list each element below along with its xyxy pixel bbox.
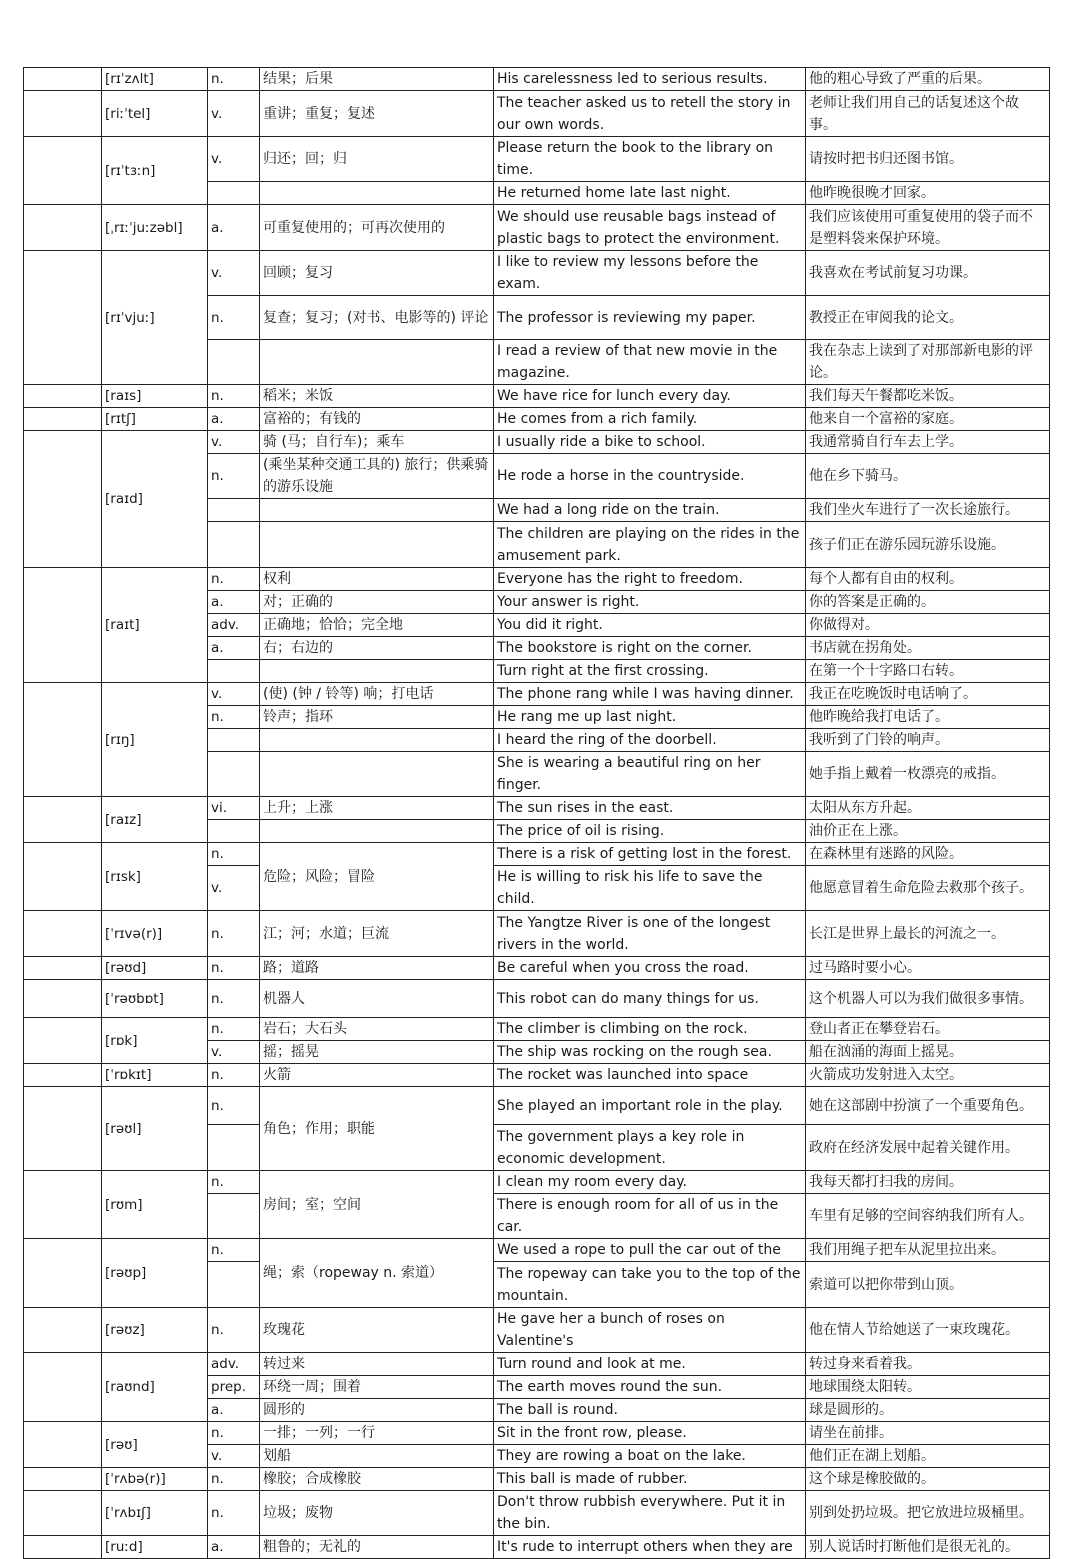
table-row — [24, 1536, 1050, 1559]
part-of-speech-cell: n. — [208, 843, 260, 866]
translation-cell: 请按时把书归还图书馆。 — [806, 137, 1050, 182]
translation-cell: 他昨晚给我打电话了。 — [806, 706, 1050, 729]
definition-cell — [260, 729, 494, 752]
example-sentence-cell: He is willing to risk his life to save the child. — [494, 866, 806, 911]
table-row — [24, 1018, 1050, 1041]
definition-cell: 对；正确的 — [260, 591, 494, 614]
part-of-speech-cell: n. — [208, 1018, 260, 1041]
definition-cell: 结果；后果 — [260, 68, 494, 91]
translation-cell: 转过身来看着我。 — [806, 1353, 1050, 1376]
headword-cell — [24, 431, 102, 568]
part-of-speech-cell: vi. — [208, 797, 260, 820]
translation-cell: 我们用绳子把车从泥里拉出来。 — [806, 1239, 1050, 1262]
headword-cell — [24, 683, 102, 797]
definition-cell: 摇；摇晃 — [260, 1041, 494, 1064]
part-of-speech-cell: n. — [208, 68, 260, 91]
phonetic-cell: [riːˈtel] — [102, 91, 208, 137]
translation-cell: 我们每天午餐都吃米饭。 — [806, 385, 1050, 408]
example-sentence-cell: The earth moves round the sun. — [494, 1376, 806, 1399]
table-row — [24, 1087, 1050, 1125]
table-body — [24, 68, 1050, 1559]
part-of-speech-cell: a. — [208, 637, 260, 660]
headword-cell — [24, 957, 102, 980]
translation-cell: 他来自一个富裕的家庭。 — [806, 408, 1050, 431]
definition-cell: 权利 — [260, 568, 494, 591]
table-row — [24, 1239, 1050, 1262]
headword-cell — [24, 91, 102, 137]
part-of-speech-cell — [208, 340, 260, 385]
headword-cell — [24, 1087, 102, 1171]
table-row — [24, 408, 1050, 431]
definition-cell — [260, 522, 494, 568]
table-row — [24, 1353, 1050, 1376]
headword-cell — [24, 137, 102, 205]
headword-cell — [24, 980, 102, 1018]
example-sentence-cell: She is wearing a beautiful ring on her finger. — [494, 752, 806, 797]
example-sentence-cell: Turn round and look at me. — [494, 1353, 806, 1376]
phonetic-cell: [ˈrʌbə(r)] — [102, 1468, 208, 1491]
definition-cell — [260, 182, 494, 205]
part-of-speech-cell: v. — [208, 866, 260, 911]
definition-cell: 重讲；重复；复述 — [260, 91, 494, 137]
translation-cell: 你做得对。 — [806, 614, 1050, 637]
part-of-speech-cell: v. — [208, 91, 260, 137]
example-sentence-cell: Don't throw rubbish everywhere. Put it in the bin. — [494, 1491, 806, 1536]
part-of-speech-cell: n. — [208, 911, 260, 957]
translation-cell: 我们坐火车进行了一次长途旅行。 — [806, 499, 1050, 522]
translation-cell: 我在杂志上读到了对那部新电影的评论。 — [806, 340, 1050, 385]
phonetic-cell: [rɪtʃ] — [102, 408, 208, 431]
definition-cell: 可重复使用的；可再次使用的 — [260, 205, 494, 251]
phonetic-cell: [ruːd] — [102, 1536, 208, 1559]
table-row — [24, 1064, 1050, 1087]
definition-cell: 角色；作用；职能 — [260, 1087, 494, 1171]
example-sentence-cell: The ship was rocking on the rough sea. — [494, 1041, 806, 1064]
example-sentence-cell: Please return the book to the library on time. — [494, 137, 806, 182]
translation-cell: 他的粗心导致了严重的后果。 — [806, 68, 1050, 91]
definition-cell: 橡胶；合成橡胶 — [260, 1468, 494, 1491]
part-of-speech-cell — [208, 729, 260, 752]
table-row — [24, 137, 1050, 182]
translation-cell: 太阳从东方升起。 — [806, 797, 1050, 820]
headword-cell — [24, 1536, 102, 1559]
example-sentence-cell: I clean my room every day. — [494, 1171, 806, 1194]
example-sentence-cell: The bookstore is right on the corner. — [494, 637, 806, 660]
translation-cell: 索道可以把你带到山顶。 — [806, 1262, 1050, 1308]
table-row — [24, 68, 1050, 91]
headword-cell — [24, 1171, 102, 1239]
definition-cell: 一排；一列；一行 — [260, 1422, 494, 1445]
headword-cell — [24, 797, 102, 843]
translation-cell: 他在情人节给她送了一束玫瑰花。 — [806, 1308, 1050, 1353]
definition-cell: (乘坐某种交通工具的) 旅行；供乘骑的游乐设施 — [260, 454, 494, 499]
translation-cell: 船在汹涌的海面上摇晃。 — [806, 1041, 1050, 1064]
part-of-speech-cell: n. — [208, 980, 260, 1018]
part-of-speech-cell — [208, 660, 260, 683]
definition-cell: 回顾；复习 — [260, 251, 494, 296]
translation-cell: 我正在吃晚饭时电话响了。 — [806, 683, 1050, 706]
example-sentence-cell: I usually ride a bike to school. — [494, 431, 806, 454]
headword-cell — [24, 568, 102, 683]
example-sentence-cell: You did it right. — [494, 614, 806, 637]
translation-cell: 在森林里有迷路的风险。 — [806, 843, 1050, 866]
definition-cell — [260, 752, 494, 797]
definition-cell: 复查；复习；(对书、电影等的) 评论 — [260, 296, 494, 340]
part-of-speech-cell: adv. — [208, 614, 260, 637]
definition-cell: 火箭 — [260, 1064, 494, 1087]
table-row — [24, 1468, 1050, 1491]
headword-cell — [24, 843, 102, 911]
example-sentence-cell: The phone rang while I was having dinner. — [494, 683, 806, 706]
example-sentence-cell: Sit in the front row, please. — [494, 1422, 806, 1445]
table-row — [24, 797, 1050, 820]
definition-cell: (使) (钟 / 铃等) 响；打电话 — [260, 683, 494, 706]
translation-cell: 别到处扔垃圾。把它放进垃圾桶里。 — [806, 1491, 1050, 1536]
definition-cell: 上升；上涨 — [260, 797, 494, 820]
translation-cell: 过马路时要小心。 — [806, 957, 1050, 980]
definition-cell: 富裕的；有钱的 — [260, 408, 494, 431]
table-row — [24, 385, 1050, 408]
part-of-speech-cell — [208, 1262, 260, 1308]
part-of-speech-cell: adv. — [208, 1353, 260, 1376]
definition-cell: 划船 — [260, 1445, 494, 1468]
example-sentence-cell: We had a long ride on the train. — [494, 499, 806, 522]
part-of-speech-cell: n. — [208, 1308, 260, 1353]
example-sentence-cell: His carelessness led to serious results. — [494, 68, 806, 91]
part-of-speech-cell: v. — [208, 137, 260, 182]
phonetic-cell: [rɪsk] — [102, 843, 208, 911]
table-row — [24, 91, 1050, 137]
translation-cell: 政府在经济发展中起着关键作用。 — [806, 1125, 1050, 1171]
phonetic-cell: [raɪd] — [102, 431, 208, 568]
vocabulary-sheet — [23, 67, 1049, 1559]
part-of-speech-cell: a. — [208, 408, 260, 431]
phonetic-cell: [raɪt] — [102, 568, 208, 683]
example-sentence-cell: We used a rope to pull the car out of the — [494, 1239, 806, 1262]
translation-cell: 每个人都有自由的权利。 — [806, 568, 1050, 591]
example-sentence-cell: Your answer is right. — [494, 591, 806, 614]
definition-cell: 稻米；米饭 — [260, 385, 494, 408]
part-of-speech-cell: n. — [208, 1491, 260, 1536]
phonetic-cell: [ˌrɪːˈjuːzəbl] — [102, 205, 208, 251]
translation-cell: 她在这部剧中扮演了一个重要角色。 — [806, 1087, 1050, 1125]
part-of-speech-cell: a. — [208, 591, 260, 614]
headword-cell — [24, 1308, 102, 1353]
translation-cell: 他昨晚很晚才回家。 — [806, 182, 1050, 205]
headword-cell — [24, 1468, 102, 1491]
translation-cell: 教授正在审阅我的论文。 — [806, 296, 1050, 340]
headword-cell — [24, 911, 102, 957]
definition-cell: 绳；索（ropeway n. 索道） — [260, 1239, 494, 1308]
part-of-speech-cell — [208, 182, 260, 205]
example-sentence-cell: The government plays a key role in economic development. — [494, 1125, 806, 1171]
headword-cell — [24, 1353, 102, 1422]
part-of-speech-cell — [208, 1194, 260, 1239]
part-of-speech-cell: a. — [208, 205, 260, 251]
translation-cell: 她手指上戴着一枚漂亮的戒指。 — [806, 752, 1050, 797]
phonetic-cell: [rɪˈvjuː] — [102, 251, 208, 385]
definition-cell: 机器人 — [260, 980, 494, 1018]
example-sentence-cell: He returned home late last night. — [494, 182, 806, 205]
definition-cell: 岩石；大石头 — [260, 1018, 494, 1041]
translation-cell: 登山者正在攀登岩石。 — [806, 1018, 1050, 1041]
part-of-speech-cell: a. — [208, 1536, 260, 1559]
table-row — [24, 251, 1050, 296]
definition-cell: 骑 (马；自行车)；乘车 — [260, 431, 494, 454]
example-sentence-cell: The price of oil is rising. — [494, 820, 806, 843]
example-sentence-cell: He gave her a bunch of roses on Valentine's — [494, 1308, 806, 1353]
part-of-speech-cell: n. — [208, 1422, 260, 1445]
headword-cell — [24, 251, 102, 385]
example-sentence-cell: I like to review my lessons before the exam. — [494, 251, 806, 296]
part-of-speech-cell: n. — [208, 1468, 260, 1491]
table-row — [24, 843, 1050, 866]
phonetic-cell: [rəʊl] — [102, 1087, 208, 1171]
table-row — [24, 431, 1050, 454]
phonetic-cell: [rəʊ] — [102, 1422, 208, 1468]
translation-cell: 这个机器人可以为我们做很多事情。 — [806, 980, 1050, 1018]
example-sentence-cell: The children are playing on the rides in the amusement park. — [494, 522, 806, 568]
example-sentence-cell: The climber is climbing on the rock. — [494, 1018, 806, 1041]
definition-cell: 铃声；指环 — [260, 706, 494, 729]
headword-cell — [24, 1239, 102, 1308]
vocabulary-table — [23, 67, 1050, 1559]
translation-cell: 别人说话时打断他们是很无礼的。 — [806, 1536, 1050, 1559]
part-of-speech-cell — [208, 820, 260, 843]
definition-cell — [260, 660, 494, 683]
phonetic-cell: [ˈrəʊbɒt] — [102, 980, 208, 1018]
translation-cell: 车里有足够的空间容纳我们所有人。 — [806, 1194, 1050, 1239]
phonetic-cell: [ˈrɪvə(r)] — [102, 911, 208, 957]
example-sentence-cell: The sun rises in the east. — [494, 797, 806, 820]
translation-cell: 这个球是橡胶做的。 — [806, 1468, 1050, 1491]
table-row — [24, 980, 1050, 1018]
headword-cell — [24, 1018, 102, 1064]
phonetic-cell: [rəʊd] — [102, 957, 208, 980]
translation-cell: 我每天都打扫我的房间。 — [806, 1171, 1050, 1194]
phonetic-cell: [rɪˈzʌlt] — [102, 68, 208, 91]
phonetic-cell: [raɪz] — [102, 797, 208, 843]
table-row — [24, 911, 1050, 957]
table-row — [24, 1491, 1050, 1536]
part-of-speech-cell: n. — [208, 1239, 260, 1262]
example-sentence-cell: The ball is round. — [494, 1399, 806, 1422]
definition-cell: 粗鲁的；无礼的 — [260, 1536, 494, 1559]
translation-cell: 他们正在湖上划船。 — [806, 1445, 1050, 1468]
example-sentence-cell: This robot can do many things for us. — [494, 980, 806, 1018]
phonetic-cell: [raɪs] — [102, 385, 208, 408]
headword-cell — [24, 385, 102, 408]
definition-cell: 房间；室；空间 — [260, 1171, 494, 1239]
part-of-speech-cell: n. — [208, 1171, 260, 1194]
translation-cell: 老师让我们用自己的话复述这个故事。 — [806, 91, 1050, 137]
example-sentence-cell: Turn right at the first crossing. — [494, 660, 806, 683]
example-sentence-cell: Be careful when you cross the road. — [494, 957, 806, 980]
example-sentence-cell: She played an important role in the play. — [494, 1087, 806, 1125]
definition-cell: 环绕一周；围着 — [260, 1376, 494, 1399]
definition-cell: 路；道路 — [260, 957, 494, 980]
part-of-speech-cell: n. — [208, 706, 260, 729]
example-sentence-cell: We have rice for lunch every day. — [494, 385, 806, 408]
example-sentence-cell: We should use reusable bags instead of plastic bags to protect the environment. — [494, 205, 806, 251]
definition-cell — [260, 820, 494, 843]
phonetic-cell: [ˈrɒkɪt] — [102, 1064, 208, 1087]
part-of-speech-cell: n. — [208, 568, 260, 591]
example-sentence-cell: It's rude to interrupt others when they are — [494, 1536, 806, 1559]
definition-cell: 危险；风险；冒险 — [260, 843, 494, 911]
example-sentence-cell: The professor is reviewing my paper. — [494, 296, 806, 340]
part-of-speech-cell: v. — [208, 251, 260, 296]
headword-cell — [24, 1064, 102, 1087]
definition-cell: 江；河；水道；巨流 — [260, 911, 494, 957]
part-of-speech-cell: n. — [208, 385, 260, 408]
translation-cell: 孩子们正在游乐园玩游乐设施。 — [806, 522, 1050, 568]
part-of-speech-cell: prep. — [208, 1376, 260, 1399]
example-sentence-cell: He rang me up last night. — [494, 706, 806, 729]
table-row — [24, 1422, 1050, 1445]
example-sentence-cell: I read a review of that new movie in the magazine. — [494, 340, 806, 385]
definition-cell: 垃圾；废物 — [260, 1491, 494, 1536]
headword-cell — [24, 408, 102, 431]
phonetic-cell: [rəʊz] — [102, 1308, 208, 1353]
part-of-speech-cell — [208, 522, 260, 568]
headword-cell — [24, 1491, 102, 1536]
phonetic-cell: [rɪŋ] — [102, 683, 208, 797]
translation-cell: 我听到了门铃的响声。 — [806, 729, 1050, 752]
table-row — [24, 1308, 1050, 1353]
definition-cell: 归还；回；归 — [260, 137, 494, 182]
translation-cell: 油价正在上涨。 — [806, 820, 1050, 843]
phonetic-cell: [rɒk] — [102, 1018, 208, 1064]
example-sentence-cell: The rocket was launched into space — [494, 1064, 806, 1087]
translation-cell: 在第一个十字路口右转。 — [806, 660, 1050, 683]
table-row — [24, 957, 1050, 980]
phonetic-cell: [rəʊp] — [102, 1239, 208, 1308]
example-sentence-cell: This ball is made of rubber. — [494, 1468, 806, 1491]
definition-cell: 转过来 — [260, 1353, 494, 1376]
example-sentence-cell: He comes from a rich family. — [494, 408, 806, 431]
definition-cell — [260, 340, 494, 385]
example-sentence-cell: He rode a horse in the countryside. — [494, 454, 806, 499]
translation-cell: 请坐在前排。 — [806, 1422, 1050, 1445]
translation-cell: 长江是世界上最长的河流之一。 — [806, 911, 1050, 957]
translation-cell: 他愿意冒着生命危险去救那个孩子。 — [806, 866, 1050, 911]
definition-cell — [260, 499, 494, 522]
part-of-speech-cell: v. — [208, 683, 260, 706]
phonetic-cell: [ˈrʌbɪʃ] — [102, 1491, 208, 1536]
part-of-speech-cell: n. — [208, 1064, 260, 1087]
translation-cell: 球是圆形的。 — [806, 1399, 1050, 1422]
translation-cell: 我通常骑自行车去上学。 — [806, 431, 1050, 454]
translation-cell: 你的答案是正确的。 — [806, 591, 1050, 614]
table-row — [24, 568, 1050, 591]
example-sentence-cell: The ropeway can take you to the top of the mountain. — [494, 1262, 806, 1308]
example-sentence-cell: There is a risk of getting lost in the forest. — [494, 843, 806, 866]
translation-cell: 我喜欢在考试前复习功课。 — [806, 251, 1050, 296]
part-of-speech-cell: n. — [208, 296, 260, 340]
table-row — [24, 683, 1050, 706]
translation-cell: 地球围绕太阳转。 — [806, 1376, 1050, 1399]
phonetic-cell: [rɪˈtɜːn] — [102, 137, 208, 205]
phonetic-cell: [rʊm] — [102, 1171, 208, 1239]
table-row — [24, 205, 1050, 251]
example-sentence-cell: There is enough room for all of us in the car. — [494, 1194, 806, 1239]
headword-cell — [24, 205, 102, 251]
example-sentence-cell: The Yangtze River is one of the longest rivers in the world. — [494, 911, 806, 957]
example-sentence-cell: Everyone has the right to freedom. — [494, 568, 806, 591]
part-of-speech-cell: v. — [208, 1041, 260, 1064]
definition-cell: 圆形的 — [260, 1399, 494, 1422]
headword-cell — [24, 68, 102, 91]
table-row — [24, 1171, 1050, 1194]
part-of-speech-cell: v. — [208, 1445, 260, 1468]
part-of-speech-cell: a. — [208, 1399, 260, 1422]
headword-cell — [24, 1422, 102, 1468]
part-of-speech-cell: n. — [208, 957, 260, 980]
definition-cell: 玫瑰花 — [260, 1308, 494, 1353]
translation-cell: 我们应该使用可重复使用的袋子而不是塑料袋来保护环境。 — [806, 205, 1050, 251]
phonetic-cell: [raʊnd] — [102, 1353, 208, 1422]
part-of-speech-cell: v. — [208, 431, 260, 454]
part-of-speech-cell — [208, 752, 260, 797]
part-of-speech-cell — [208, 1125, 260, 1171]
part-of-speech-cell — [208, 499, 260, 522]
definition-cell: 正确地；恰恰；完全地 — [260, 614, 494, 637]
example-sentence-cell: The teacher asked us to retell the story in our own words. — [494, 91, 806, 137]
part-of-speech-cell: n. — [208, 454, 260, 499]
example-sentence-cell: I heard the ring of the doorbell. — [494, 729, 806, 752]
definition-cell: 右；右边的 — [260, 637, 494, 660]
part-of-speech-cell: n. — [208, 1087, 260, 1125]
translation-cell: 火箭成功发射进入太空。 — [806, 1064, 1050, 1087]
translation-cell: 书店就在拐角处。 — [806, 637, 1050, 660]
translation-cell: 他在乡下骑马。 — [806, 454, 1050, 499]
example-sentence-cell: They are rowing a boat on the lake. — [494, 1445, 806, 1468]
